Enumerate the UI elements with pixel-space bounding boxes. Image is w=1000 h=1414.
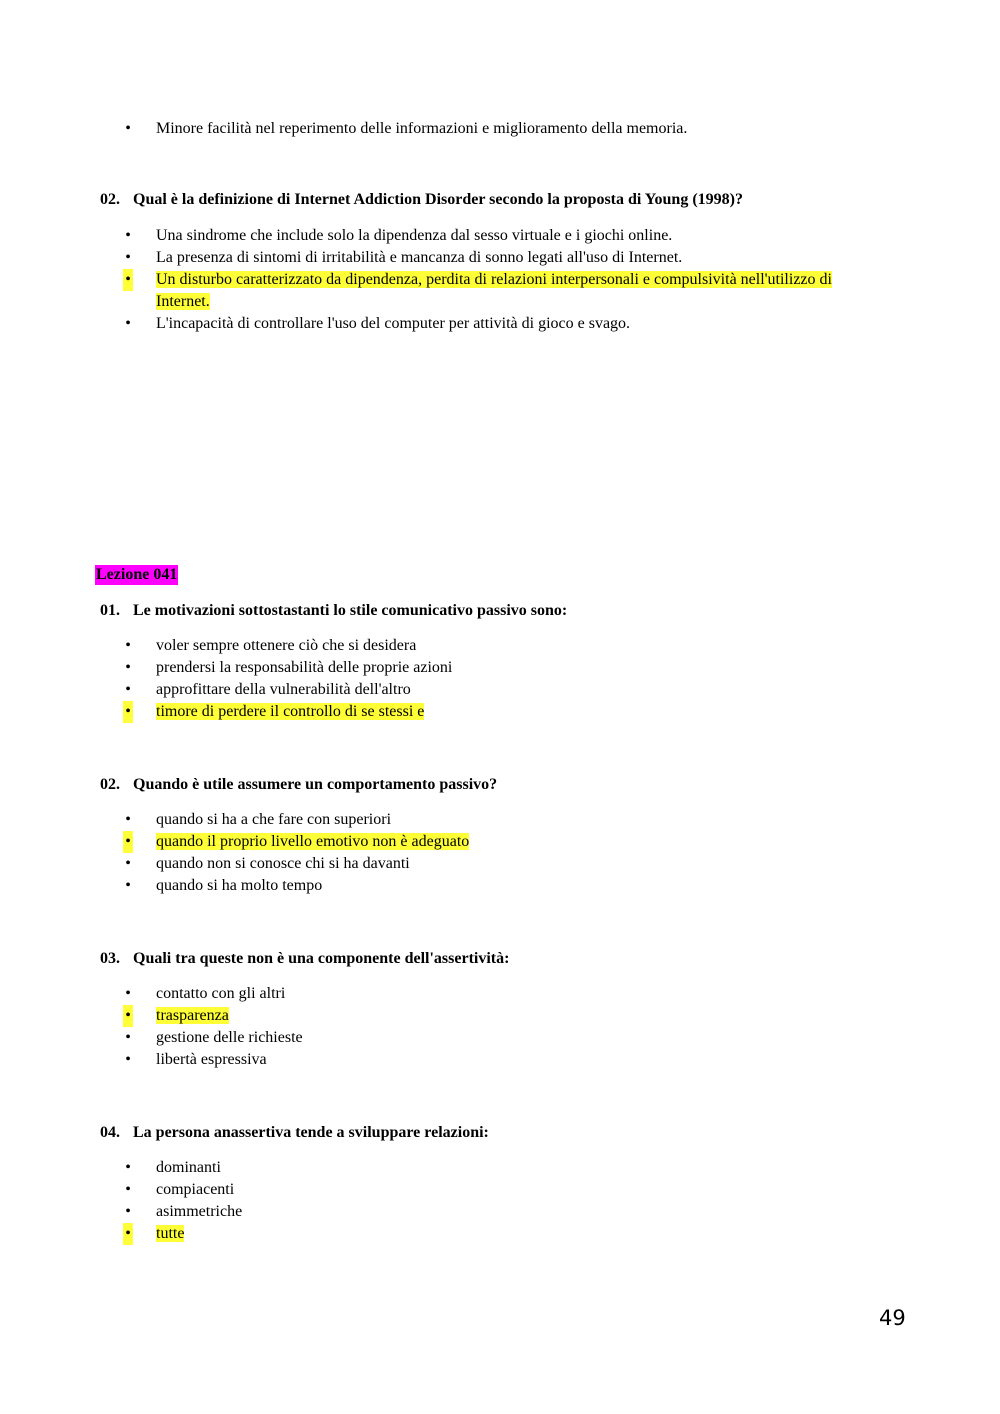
question-text: Le motivazioni sottostastanti lo stile comunicativo passivo sono: — [133, 602, 568, 619]
answer-item — [0, 1049, 868, 1071]
answer-item — [0, 679, 868, 701]
answer-text: L'incapacità di controllare l'uso del computer per attività di gioco e svago. — [156, 315, 631, 332]
answer-item-correct — [0, 831, 868, 853]
answer-text: prendersi la responsabilità delle proprie azioni — [156, 659, 453, 676]
answer-item — [0, 1027, 868, 1049]
answer-item — [0, 225, 868, 247]
question-number: 01. — [100, 602, 120, 619]
question-number: 02. — [100, 191, 120, 208]
bullet-icon: • — [125, 855, 131, 872]
bullet-icon: • — [123, 831, 133, 853]
question-text: Quali tra queste non è una componente dell'assertività: — [133, 950, 510, 967]
answer-item — [0, 853, 868, 875]
answer-item — [0, 247, 868, 269]
question-number: 03. — [100, 950, 120, 967]
answer-item — [0, 657, 868, 679]
answer-item — [0, 1201, 868, 1223]
bullet-icon: • — [125, 659, 131, 676]
answer-text: Una sindrome che include solo la dipendenza dal sesso virtuale e i giochi online. — [156, 227, 673, 244]
bullet-icon: • — [125, 985, 131, 1002]
bullet-icon: • — [125, 120, 131, 137]
answer-text: compiacenti — [156, 1181, 235, 1198]
answer-item — [0, 983, 868, 1005]
answer-item — [0, 118, 868, 140]
bullet-icon: • — [125, 637, 131, 654]
answer-text-highlighted: Un disturbo caratterizzato da dipendenza, perdita di relazioni interpersonali e compulsività nell'utilizzo di Internet. — [156, 271, 832, 310]
question-01 — [100, 601, 567, 621]
question-04 — [100, 1123, 489, 1143]
answer-text: approfittare della vulnerabilità dell'altro — [156, 681, 411, 698]
answer-item — [0, 809, 868, 831]
bullet-icon: • — [125, 227, 131, 244]
answer-list-03 — [0, 983, 1000, 1071]
page-number: 49 — [879, 1306, 906, 1330]
answer-text-highlighted: timore di perdere il controllo di se stessi e — [156, 703, 425, 720]
answer-text: libertà espressiva — [156, 1051, 267, 1068]
answer-text: quando si ha molto tempo — [156, 877, 323, 894]
bullet-icon: • — [125, 1029, 131, 1046]
question-text: La persona anassertiva tende a sviluppare relazioni: — [133, 1124, 489, 1141]
lesson-title: Lezione 041 — [96, 566, 178, 583]
bullet-icon: • — [125, 1051, 131, 1068]
question-text: Qual è la definizione di Internet Addiction Disorder secondo la proposta di Young (1998)? — [133, 191, 743, 208]
answer-text-highlighted: quando il proprio livello emotivo non è adeguato — [156, 833, 470, 850]
answer-text: Minore facilità nel reperimento delle informazioni e miglioramento della memoria. — [156, 120, 688, 137]
question-02 — [100, 775, 497, 795]
question-text: Quando è utile assumere un comportamento passivo? — [133, 776, 498, 793]
answer-item-correct — [0, 701, 868, 723]
bullet-icon: • — [123, 1223, 133, 1245]
bullet-icon: • — [123, 1005, 133, 1027]
question-03 — [100, 949, 509, 969]
bullet-icon: • — [125, 811, 131, 828]
answer-text: gestione delle richieste — [156, 1029, 303, 1046]
bullet-icon: • — [123, 269, 133, 291]
answer-item-correct — [0, 1223, 868, 1245]
answer-item-correct — [0, 269, 868, 313]
answer-list-04 — [0, 1157, 1000, 1245]
bullet-icon: • — [125, 1159, 131, 1176]
answer-text: voler sempre ottenere ciò che si desidera — [156, 637, 417, 654]
answer-text: asimmetriche — [156, 1203, 243, 1220]
bullet-icon: • — [125, 1181, 131, 1198]
answer-list-02 — [0, 809, 1000, 897]
answer-item — [0, 1157, 868, 1179]
answer-text: quando si ha a che fare con superiori — [156, 811, 392, 828]
answer-text-highlighted: tutte — [156, 1225, 185, 1242]
answer-list-01 — [0, 635, 1000, 723]
question-number: 02. — [100, 776, 120, 793]
answer-text: quando non si conosce chi si ha davanti — [156, 855, 410, 872]
question-number: 04. — [100, 1124, 120, 1141]
answer-item — [0, 1179, 868, 1201]
bullet-icon: • — [125, 249, 131, 266]
previous-answer-list — [0, 118, 1000, 140]
answer-text: La presenza di sintomi di irritabilità e mancanza di sonno legati all'uso di Internet. — [156, 249, 683, 266]
answer-item — [0, 313, 868, 335]
bullet-icon: • — [125, 315, 131, 332]
answer-text: contatto con gli altri — [156, 985, 286, 1002]
answer-list-young — [0, 225, 1000, 335]
answer-text: dominanti — [156, 1159, 221, 1176]
question-young — [100, 190, 743, 210]
answer-text-highlighted: trasparenza — [156, 1007, 229, 1024]
bullet-icon: • — [125, 877, 131, 894]
answer-item-correct — [0, 1005, 868, 1027]
answer-item — [0, 875, 868, 897]
bullet-icon: • — [125, 1203, 131, 1220]
answer-item — [0, 635, 868, 657]
bullet-icon: • — [125, 681, 131, 698]
bullet-icon: • — [123, 701, 133, 723]
